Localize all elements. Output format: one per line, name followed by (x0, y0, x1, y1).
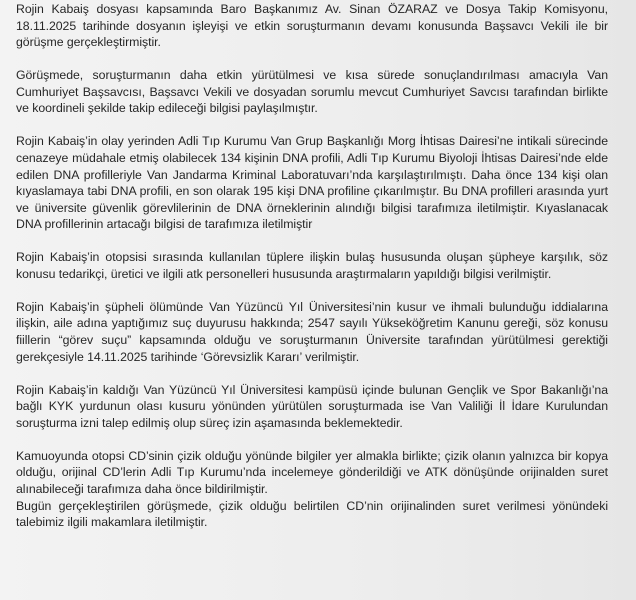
paragraph-coordination: Görüşmede, soruşturmanın daha etkin yürütülmesi ve kısa sürede sonuçlandırılması amacıyla Van Cumhuriyet Başsavcısı, Başsavcı Vekili ve dosyadan sorumlu mevcut Cumhuriyet Savcısı tarafından birlikte ve koordineli şekilde takip edileceği bilgisi paylaşılmıştır. (16, 68, 608, 116)
paragraph-university-complaint: Rojin Kabaiş’in şüpheli ölümünde Van Yüzüncü Yıl Üniversitesi’nin kusur ve ihmali bulunduğu iddialarına ilişkin, aile adına yaptığımız suç duyurusu hakkında; 2547 sayılı Yükseköğretim Kanunu gereği, söz konusu fiillerin “görev suçu” kapsamında olduğu ve soruşturmanın Üniversite tarafından yürütülmesi gerektiği gerekçesiyle 14.11.2025 tarihinde ‘Görevsizlik Kararı’ verilmiştir. (16, 299, 608, 364)
paragraph-dna-profiles: Rojin Kabaiş’in olay yerinden Adli Tıp Kurumu Van Grup Başkanlığı Morg İhtisas Dairesi’ne intikali sürecinde cenazeye müdahale etmiş olabilecek 134 kişinin DNA profili, Adli Tıp Kurumu Biyoloji İhtisas Dairesi’nde elde edilen DNA profilleriyle Van Jandarma Kriminal Laboratuvarı’nda karşılaştırılmıştı. Daha önce 134 kişi olan kıyaslamaya tabi DNA profili, en son olarak 195 kişi DNA profiline çıkarılmıştır. Bu DNA profilleri arasında yurt ve üniversite güvenlik görevlilerinin de DNA örneklerinin alındığı bilgisi tarafımıza iletilmiştir. Kıyaslanacak DNA profillerinin artacağı bilgisi de tarafımıza iletilmiştir (16, 134, 608, 232)
paragraph-autopsy-tubes: Rojin Kabaiş’in otopsisi sırasında kullanılan tüplere ilişkin bulaş hususunda oluşan şüpheye karşılık, söz konusu tedarikçi, üretici ve ilgili atk personelleri hususunda araştırmaların yapıldığı bilgisi verilmiştir. (16, 250, 608, 281)
paragraph-autopsy-cd: Kamuoyunda otopsi CD’sinin çizik olduğu yönünde bilgiler yer almakla birlikte; çizik olanın yalnızca bir kopya olduğu, orijinal CD’lerin Adli Tıp Kurumu’nda incelemeye gönderildiği ve ATK dönüşünde orijinalden suret alınabileceği tarafımıza daha önce bildirilmiştir. (16, 448, 608, 496)
paragraph-meeting-summary: Rojin Kabaiş dosyası kapsamında Baro Başkanımız Av. Sinan ÖZARAZ ve Dosya Takip Komisyonu, 18.11.2025 tarihinde dosyanın işleyişi ve etkin soruşturmanın devamı konusunda Başsavcı Vekili ile bir görüşme gerçekleştirmiştir. (16, 2, 608, 50)
paragraph-cd-request: Bugün gerçekleştirilen görüşmede, çizik olduğu belirtilen CD’nin orijinalinden suret verilmesi yönündeki talebimiz ilgili makamlara iletilmiştir. (16, 498, 608, 530)
paragraph-kyk-dormitory: Rojin Kabaiş’in kaldığı Van Yüzüncü Yıl Üniversitesi kampüsü içinde bulunan Gençlik ve Spor Bakanlığı’na bağlı KYK yurdunun olası kusuru yönünden yürütülen soruşturmada ise Van Valiliği İl İdare Kurulundan soruşturma izni talep edilmiş olup süreç izin aşamasında beklemektedir. (16, 382, 608, 430)
